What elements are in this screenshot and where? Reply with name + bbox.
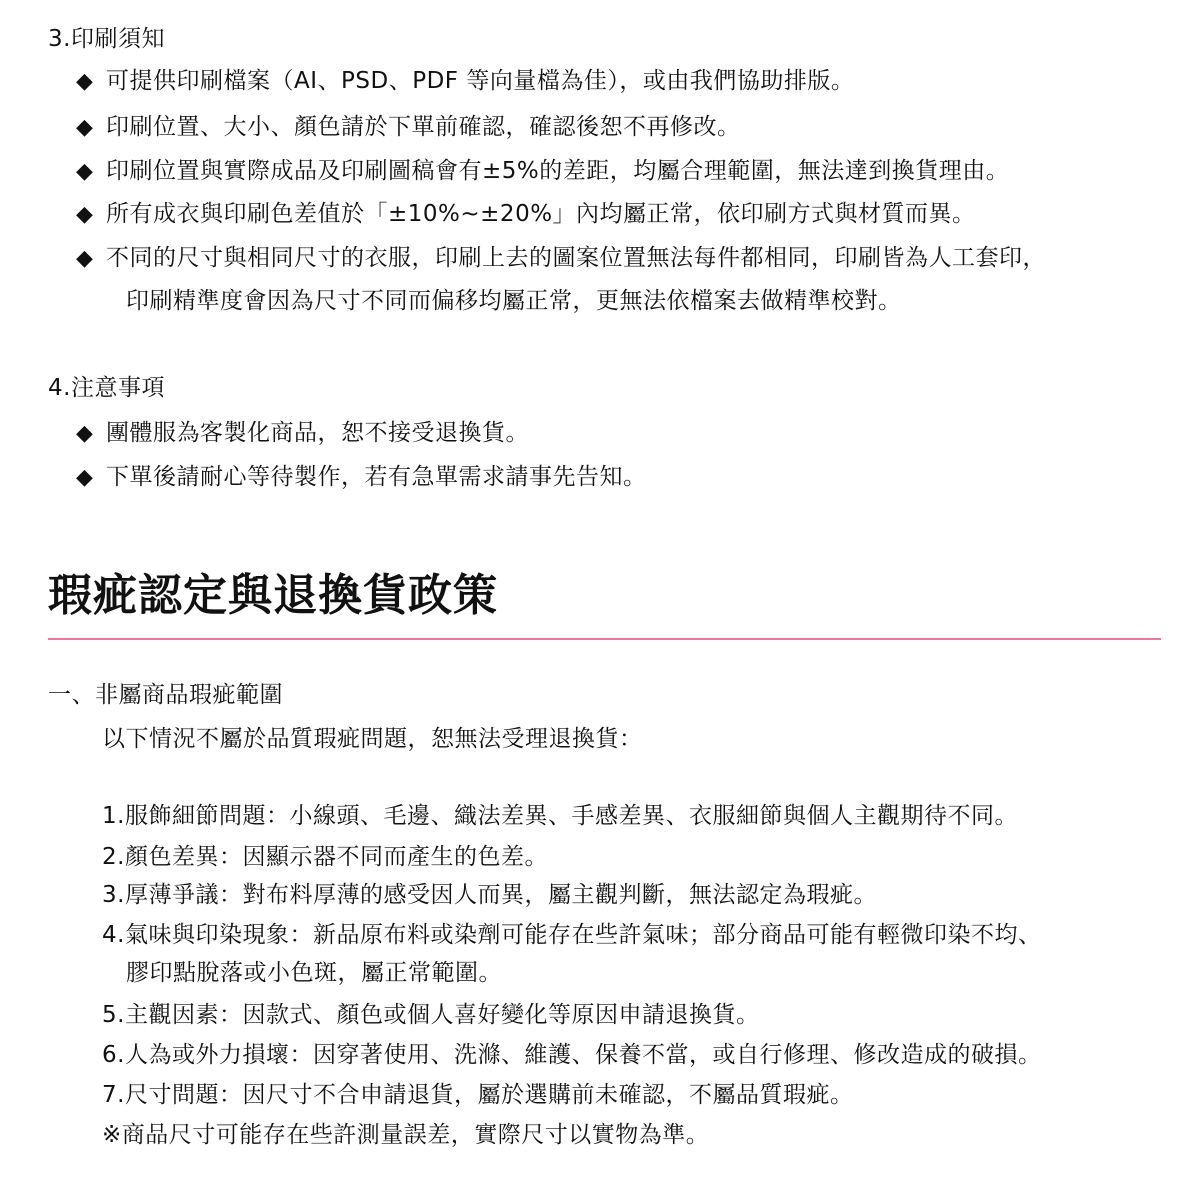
diamond-bullet-icon: ◆ — [76, 115, 94, 140]
part1-item-3: 3.厚薄爭議：對布料厚薄的感受因人而異，屬主觀判斷，無法認定為瑕疵。 — [102, 882, 877, 908]
part1-item-4: 4.氣味與印染現象：新品原布料或染劑可能存在些許氣味；部分商品可能有輕微印染不均、 — [102, 922, 1042, 948]
section4-item-1 — [76, 418, 529, 449]
diamond-bullet-icon: ◆ — [76, 159, 94, 184]
part1-note: ※商品尺寸可能存在些許測量誤差，實際尺寸以實物為準。 — [102, 1122, 710, 1148]
section3-item-5-text: 不同的尺寸與相同尺寸的衣服，印刷上去的圖案位置無法每件都相同，印刷皆為人工套印， — [106, 245, 1046, 271]
section4-item-2-text: 下單後請耐心等待製作，若有急單需求請事先告知。 — [106, 464, 647, 490]
section3-item-4 — [76, 199, 976, 230]
title-divider — [48, 638, 1161, 640]
section4-heading: 4.注意事項 — [48, 375, 165, 401]
diamond-bullet-icon: ◆ — [76, 465, 94, 490]
part1-item-7: 7.尺寸問題：因尺寸不合申請退貨，屬於選購前未確認，不屬品質瑕疵。 — [102, 1082, 854, 1108]
part1-item-6: 6.人為或外力損壞：因穿著使用、洗滌、維護、保養不當，或自行修理、修改造成的破損。 — [102, 1042, 1042, 1068]
section3-item-5 — [76, 243, 1046, 274]
section3-item-3-text: 印刷位置與實際成品及印刷圖稿會有±5%的差距，均屬合理範圍，無法達到換貨理由。 — [106, 158, 1010, 184]
section4-item-2 — [76, 462, 647, 493]
part1-item-5: 5.主觀因素：因款式、顏色或個人喜好變化等原因申請退換貨。 — [102, 1002, 760, 1028]
section3-item-1-text: 可提供印刷檔案（AI、PSD、PDF 等向量檔為佳），或由我們協助排版。 — [106, 68, 855, 94]
diamond-bullet-icon: ◆ — [76, 69, 94, 94]
section3-item-2 — [76, 112, 741, 143]
section3-item-5-continuation: 印刷精準度會因為尺寸不同而偏移均屬正常，更無法依檔案去做精準校對。 — [126, 288, 902, 314]
part1-item-1: 1.服飾細節問題：小線頭、毛邊、織法差異、手感差異、衣服細節與個人主觀期待不同。 — [102, 803, 1018, 829]
part1-heading: 一、非屬商品瑕疵範圍 — [48, 682, 283, 708]
part1-item-4-continuation: 膠印點脫落或小色斑，屬正常範圍。 — [126, 960, 502, 986]
section3-heading: 3.印刷須知 — [48, 26, 165, 52]
diamond-bullet-icon: ◆ — [76, 202, 94, 227]
diamond-bullet-icon: ◆ — [76, 421, 94, 446]
diamond-bullet-icon: ◆ — [76, 246, 94, 271]
section4-item-1-text: 團體服為客製化商品，恕不接受退換貨。 — [106, 420, 529, 446]
part1-intro: 以下情況不屬於品質瑕疵問題，恕無法受理退換貨： — [102, 726, 643, 752]
section3-item-3 — [76, 156, 1009, 187]
section3-item-2-text: 印刷位置、大小、顏色請於下單前確認，確認後恕不再修改。 — [106, 114, 741, 140]
section3-item-1 — [76, 66, 854, 97]
section3-item-4-text: 所有成衣與印刷色差值於「±10%~±20%」內均屬正常，依印刷方式與材質而異。 — [106, 201, 976, 227]
part1-item-2: 2.顏色差異：因顯示器不同而產生的色差。 — [102, 844, 548, 870]
policy-title: 瑕疵認定與退換貨政策 — [48, 570, 498, 621]
